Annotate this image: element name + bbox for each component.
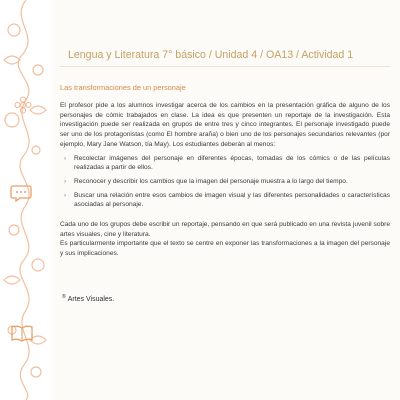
- speech-bubble-icon: [10, 184, 32, 202]
- cross-curricular-note: [62, 294, 114, 303]
- activity-body: [60, 101, 390, 259]
- requirements-list: [60, 154, 390, 211]
- section-heading: Las transformaciones de un personaje: [60, 83, 186, 92]
- assignment-paragraph: Cada uno de los grupos debe escribir un reportaje, pensando en que será publicado en una revista juvenil sobre artes visuales, cine y literatura.: [60, 221, 390, 238]
- page-title: Lengua y Literatura 7° básico / Unidad 4 / OA13 / Actividad 1: [68, 49, 354, 61]
- title-divider: [60, 66, 390, 67]
- flower-icon: [14, 96, 32, 114]
- list-item: › Reconocer y describir los cambios que la imagen del personaje muestra a lo largo del tiempo.: [64, 177, 348, 185]
- list-item: › Recolectar imágenes del personaje en diferentes épocas, tomadas de los cómics o de las películas realizadas a partir de ellos.: [64, 154, 390, 172]
- intro-paragraph: El profesor pide a los alumnos investigar acerca de los cambios en la presentación gráfica de alguno de los personajes de cómic trabajados en clase. La idea es que presenten un reportaje de la investigación. Esta investigación puede ser realizada en grupos de entre tres y cinco integrantes. El personaje investigado puede ser uno de los protagonistas (como El hombre araña) o bien uno de los personajes secundarios relevantes (por ejemplo, Mary Jane Watson, tía May). Los estudiantes deberán al menos:: [60, 102, 390, 148]
- list-item: › Buscar una relación entre esos cambios de imagen visual y las diferentes personalidades o características asociadas al personaje.: [64, 191, 390, 209]
- note-text: Artes Visuales.: [67, 296, 115, 303]
- left-decoration-strip: [0, 0, 52, 400]
- emphasis-paragraph: Es particularmente importante que el texto se centre en exponer las transformaciones a la imagen del personaje y sus implicaciones.: [60, 240, 390, 258]
- note-marker: ®: [62, 294, 66, 300]
- chevron-right-icon: ›: [64, 177, 67, 185]
- open-book-icon: [10, 323, 34, 343]
- chevron-right-icon: ›: [64, 154, 67, 162]
- chevron-right-icon: ›: [64, 191, 67, 199]
